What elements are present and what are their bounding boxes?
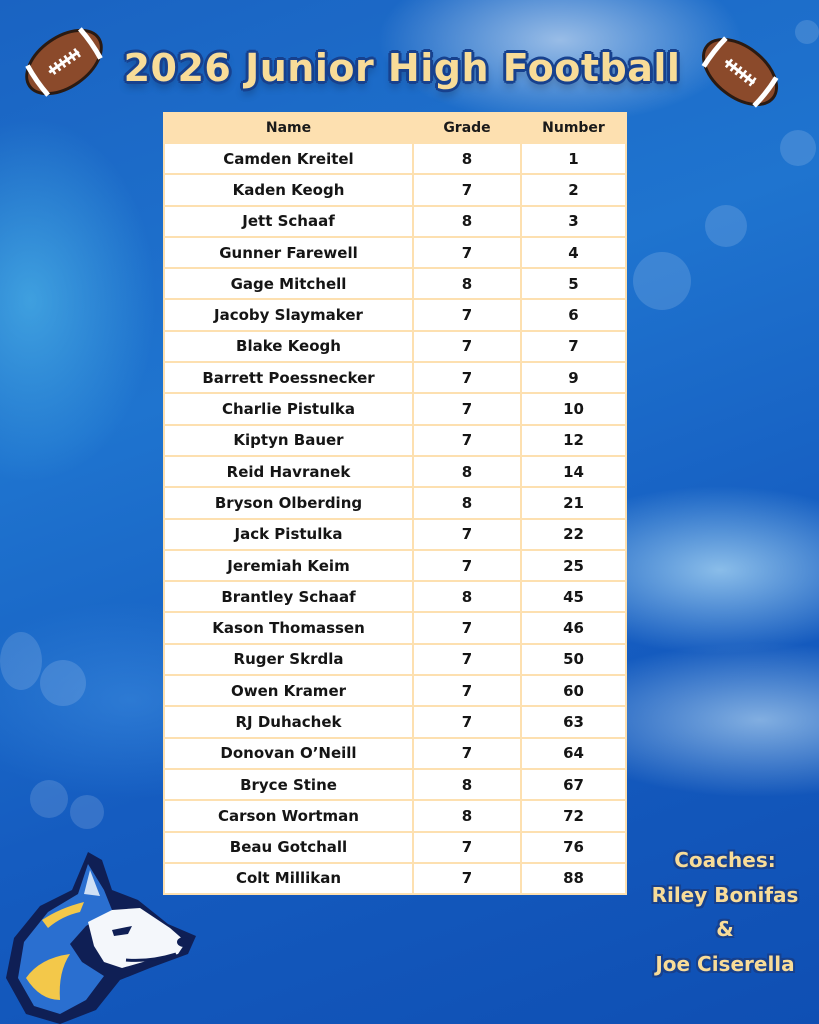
table-row: [164, 800, 626, 831]
bokeh-circle: [633, 252, 691, 310]
player-grade-cell: 7: [413, 362, 521, 393]
player-grade-cell: 7: [413, 174, 521, 205]
player-grade-cell: 7: [413, 331, 521, 362]
table-row: [164, 206, 626, 237]
player-name-cell: Jacoby Slaymaker: [164, 299, 413, 330]
table-row: [164, 738, 626, 769]
player-grade-cell: 7: [413, 644, 521, 675]
player-name-cell: Camden Kreitel: [164, 143, 413, 174]
football-icon: [694, 30, 786, 114]
table-row: [164, 237, 626, 268]
column-header-name: Name: [164, 113, 413, 143]
player-grade-cell: 8: [413, 769, 521, 800]
player-number-cell: 5: [521, 268, 626, 299]
coach-name: Joe Ciserella: [655, 951, 795, 976]
player-grade-cell: 8: [413, 800, 521, 831]
bokeh-circle: [0, 632, 42, 690]
table-row: [164, 425, 626, 456]
husky-logo: [0, 850, 200, 1024]
player-grade-cell: 7: [413, 738, 521, 769]
bokeh-circle: [780, 130, 816, 166]
player-name-cell: Colt Millikan: [164, 863, 413, 894]
table-row: [164, 769, 626, 800]
player-number-cell: 4: [521, 237, 626, 268]
player-grade-cell: 7: [413, 237, 521, 268]
player-name-cell: Charlie Pistulka: [164, 393, 413, 424]
bokeh-circle: [30, 780, 68, 818]
player-number-cell: 45: [521, 581, 626, 612]
player-number-cell: 25: [521, 550, 626, 581]
player-number-cell: 7: [521, 331, 626, 362]
player-number-cell: 63: [521, 706, 626, 737]
table-row: [164, 174, 626, 205]
player-grade-cell: 7: [413, 863, 521, 894]
player-number-cell: 46: [521, 612, 626, 643]
player-name-cell: Gunner Farewell: [164, 237, 413, 268]
player-number-cell: 14: [521, 456, 626, 487]
player-number-cell: 9: [521, 362, 626, 393]
column-header-grade: Grade: [413, 113, 521, 143]
table-row: [164, 143, 626, 174]
table-row: [164, 456, 626, 487]
player-grade-cell: 7: [413, 706, 521, 737]
player-name-cell: Gage Mitchell: [164, 268, 413, 299]
table-row: [164, 393, 626, 424]
player-name-cell: Kaden Keogh: [164, 174, 413, 205]
player-grade-cell: 8: [413, 581, 521, 612]
player-number-cell: 60: [521, 675, 626, 706]
column-header-number: Number: [521, 113, 626, 143]
player-name-cell: Owen Kramer: [164, 675, 413, 706]
player-number-cell: 2: [521, 174, 626, 205]
football-icon: [18, 22, 110, 102]
player-name-cell: Barrett Poessnecker: [164, 362, 413, 393]
player-grade-cell: 7: [413, 832, 521, 863]
player-number-cell: 72: [521, 800, 626, 831]
player-grade-cell: 7: [413, 299, 521, 330]
table-row: [164, 550, 626, 581]
player-grade-cell: 8: [413, 487, 521, 518]
player-number-cell: 1: [521, 143, 626, 174]
player-name-cell: Jett Schaaf: [164, 206, 413, 237]
coach-name: Riley Bonifas: [651, 882, 799, 907]
table-row: [164, 675, 626, 706]
table-row: [164, 487, 626, 518]
player-name-cell: Jack Pistulka: [164, 519, 413, 550]
table-row: [164, 268, 626, 299]
coaches-heading: Coaches:: [674, 848, 776, 872]
player-grade-cell: 7: [413, 550, 521, 581]
player-name-cell: Kason Thomassen: [164, 612, 413, 643]
player-number-cell: 10: [521, 393, 626, 424]
roster-table: [163, 112, 627, 895]
player-number-cell: 22: [521, 519, 626, 550]
player-name-cell: Jeremiah Keim: [164, 550, 413, 581]
table-header-row: [164, 113, 626, 143]
player-grade-cell: 8: [413, 143, 521, 174]
table-row: [164, 362, 626, 393]
player-name-cell: Brantley Schaaf: [164, 581, 413, 612]
player-number-cell: 76: [521, 832, 626, 863]
player-grade-cell: 7: [413, 425, 521, 456]
bokeh-circle: [40, 660, 86, 706]
table-row: [164, 863, 626, 894]
player-number-cell: 64: [521, 738, 626, 769]
player-number-cell: 3: [521, 206, 626, 237]
table-row: [164, 706, 626, 737]
player-number-cell: 88: [521, 863, 626, 894]
table-row: [164, 644, 626, 675]
player-number-cell: 21: [521, 487, 626, 518]
player-grade-cell: 8: [413, 456, 521, 487]
player-name-cell: Reid Havranek: [164, 456, 413, 487]
player-grade-cell: 7: [413, 519, 521, 550]
page-title: 2026 Junior High Football: [123, 46, 681, 90]
bokeh-circle: [795, 20, 819, 44]
player-grade-cell: 7: [413, 675, 521, 706]
player-name-cell: Beau Gotchall: [164, 832, 413, 863]
bokeh-circle: [705, 205, 747, 247]
player-name-cell: Carson Wortman: [164, 800, 413, 831]
player-name-cell: Ruger Skrdla: [164, 644, 413, 675]
player-number-cell: 6: [521, 299, 626, 330]
player-number-cell: 67: [521, 769, 626, 800]
player-grade-cell: 8: [413, 206, 521, 237]
player-grade-cell: 8: [413, 268, 521, 299]
player-grade-cell: 7: [413, 612, 521, 643]
roster-body: [164, 143, 626, 894]
player-name-cell: Bryson Olberding: [164, 487, 413, 518]
player-name-cell: RJ Duhachek: [164, 706, 413, 737]
player-grade-cell: 7: [413, 393, 521, 424]
player-name-cell: Kiptyn Bauer: [164, 425, 413, 456]
player-number-cell: 12: [521, 425, 626, 456]
coaches-block: [640, 843, 810, 981]
player-name-cell: Blake Keogh: [164, 331, 413, 362]
player-name-cell: Donovan O’Neill: [164, 738, 413, 769]
player-number-cell: 50: [521, 644, 626, 675]
table-row: [164, 832, 626, 863]
table-row: [164, 331, 626, 362]
table-row: [164, 612, 626, 643]
bokeh-circle: [70, 795, 104, 829]
table-row: [164, 299, 626, 330]
table-row: [164, 519, 626, 550]
player-name-cell: Bryce Stine: [164, 769, 413, 800]
coaches-separator: &: [716, 917, 734, 941]
table-row: [164, 581, 626, 612]
